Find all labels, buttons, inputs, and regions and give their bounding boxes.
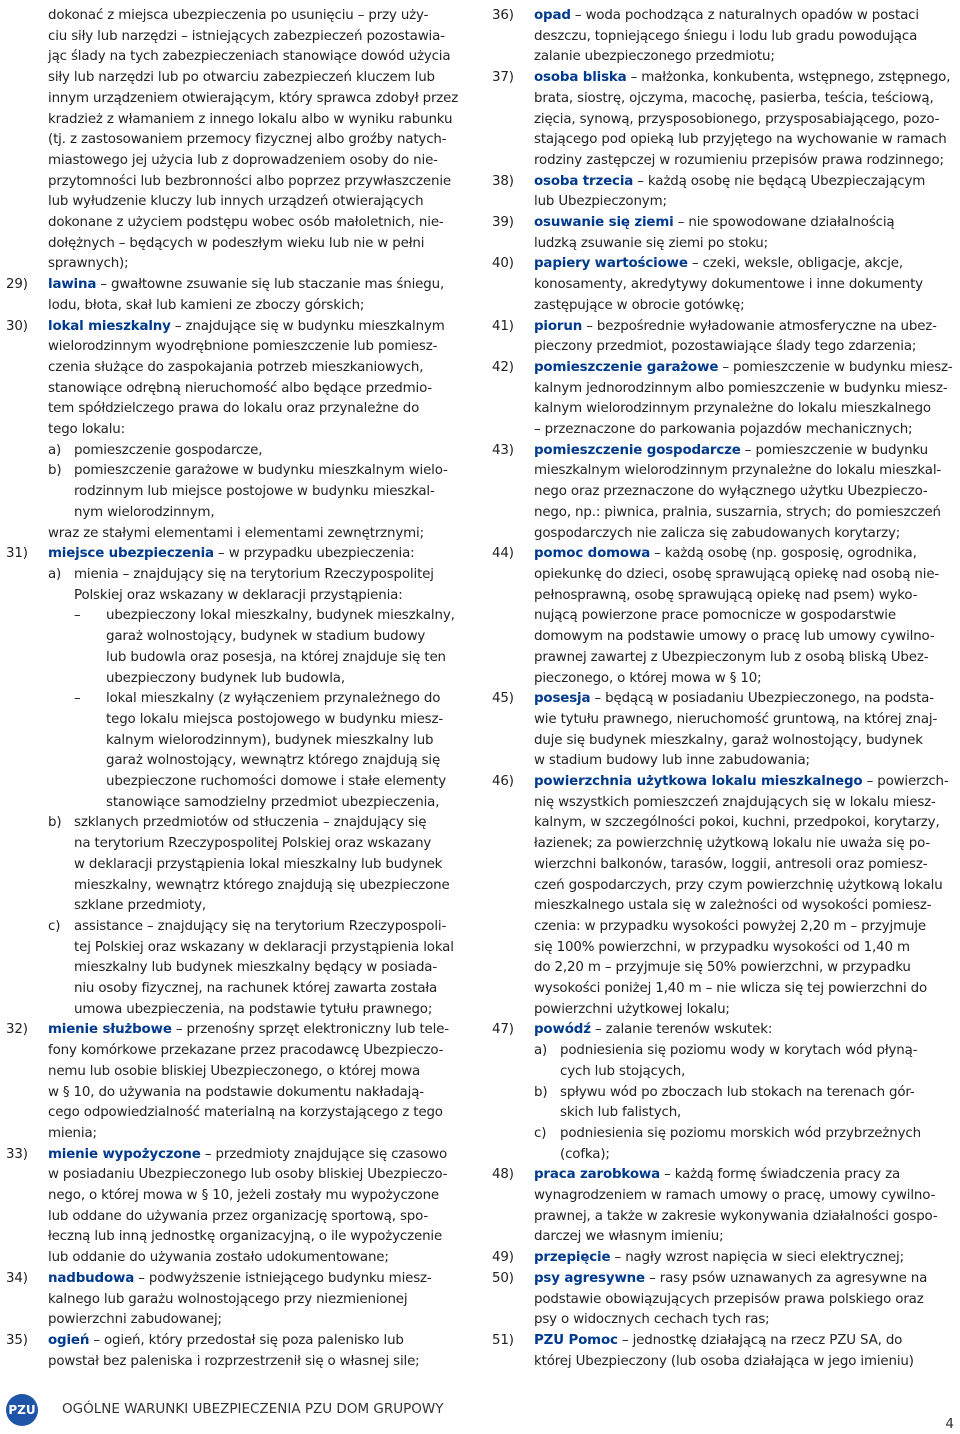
text-line: pieczony przedmiot, pozostawiające ślady tego zdarzenia; bbox=[534, 339, 917, 355]
definition-first-line bbox=[48, 1020, 472, 1041]
text-line: wierzchni balkonów, tarasów, loggii, antresoli oraz pomiesz- bbox=[534, 856, 928, 872]
text-line: wie tytułu prawnego, nieruchomość gruntową, na której znaj- bbox=[534, 711, 938, 727]
definition-first-line bbox=[534, 544, 956, 565]
subitem-c bbox=[48, 917, 472, 1021]
dash-item bbox=[48, 689, 472, 813]
text-line: wysokości poniżej 1,40 m – nie wlicza się tej powierzchni do bbox=[534, 981, 928, 997]
subitem-b bbox=[48, 461, 472, 523]
text-line: lub wyłudzenie kluczy lub innych urządzeń otwierających bbox=[48, 194, 424, 210]
definition-39 bbox=[492, 213, 956, 254]
text-line: szklanych przedmiotów od stłuczenia – znajdujący się bbox=[74, 815, 427, 831]
definition-number: 33) bbox=[6, 1146, 28, 1162]
text-line: nego, np.: piwnica, pralnia, suszarnia, strych; do pomieszczeń bbox=[534, 504, 941, 520]
definition-text: – pomieszczenie w budynku miesz- bbox=[718, 359, 953, 375]
definition-number: 44) bbox=[492, 546, 514, 562]
text-line: nego, o której mowa w § 10, jeżeli zostały mu wypożyczone bbox=[48, 1188, 439, 1204]
subitem-a bbox=[534, 1041, 956, 1082]
definition-term: osuwanie się ziemi bbox=[534, 215, 674, 231]
text-line: nującą powierzone prace pomocnicze w gospodarstwie bbox=[534, 608, 896, 624]
definition-first-line bbox=[534, 441, 956, 462]
text-line: pomieszczenie garażowe w budynku mieszkalnym wielo- bbox=[74, 463, 448, 479]
definition-43 bbox=[492, 441, 956, 545]
definition-first-line bbox=[534, 317, 956, 338]
definition-first-line bbox=[534, 1331, 956, 1352]
text-line: prawnej zawartej z Ubezpieczonym lub z osobą bliską Ubez- bbox=[534, 649, 929, 665]
definition-first-line bbox=[48, 1331, 472, 1352]
definition-first-line bbox=[48, 1145, 472, 1166]
definition-text: – czeki, weksle, obligacje, akcje, bbox=[687, 256, 903, 272]
definition-number: 41) bbox=[492, 318, 514, 334]
definition-number: 47) bbox=[492, 1022, 514, 1038]
definition-text: – każdą osobę (np. gosposię, ogrodnika, bbox=[650, 546, 917, 562]
definition-term: pomieszczenie garażowe bbox=[534, 359, 719, 375]
definition-term: nadbudowa bbox=[48, 1270, 135, 1286]
text-line: prawnej, a także w zakresie wykonywania działalności gospo- bbox=[534, 1208, 938, 1224]
text-line: domowym na podstawie umowy o pracę lub umowy cywilno- bbox=[534, 629, 935, 645]
definition-46 bbox=[492, 772, 956, 1020]
definition-term: lawina bbox=[48, 277, 97, 293]
text-line: pomieszczenie gospodarcze, bbox=[74, 442, 263, 458]
text-line: miastowego jej użycia lub z doprowadzeniem osoby do nie- bbox=[48, 152, 438, 168]
text-line: pełnosprawną, osobę sprawującą opiekę nad psem) wyko- bbox=[534, 587, 918, 603]
definition-term: praca zarobkowa bbox=[534, 1167, 660, 1183]
text-line: umowa ubezpieczenia, na podstawie tytułu prawnego; bbox=[74, 1001, 433, 1017]
definition-text: – powierzch- bbox=[862, 774, 949, 790]
definition-term: ogień bbox=[48, 1333, 90, 1348]
text-line: psy o widocznych cechach tych ras; bbox=[534, 1312, 770, 1328]
text-line: brata, siostrę, ojczyma, macochę, pasierba, teścia, teściową, bbox=[534, 90, 934, 106]
definition-number: 40) bbox=[492, 256, 514, 272]
page-number: 4 bbox=[945, 1416, 954, 1432]
text-line: mienia – znajdujący się na terytorium Rzeczypospolitej bbox=[74, 566, 434, 582]
subitem-letter: c) bbox=[534, 1125, 547, 1141]
definition-text: – przenośny sprzęt elektroniczny lub tele- bbox=[171, 1022, 449, 1038]
text-line: tem spółdzielczego prawa do lokalu oraz przynależne do bbox=[48, 401, 420, 417]
definition-first-line bbox=[534, 1165, 956, 1186]
dash-item bbox=[48, 606, 472, 689]
definition-number: 34) bbox=[6, 1270, 28, 1286]
definition-text: – każdą osobę nie będącą Ubezpieczającym bbox=[633, 173, 926, 189]
definition-number: 48) bbox=[492, 1167, 514, 1183]
definition-first-line bbox=[534, 254, 956, 275]
text-line: powstał bez paleniska i rozprzestrzenił się o własnej sile; bbox=[48, 1353, 420, 1369]
definition-41 bbox=[492, 317, 956, 358]
subitem-letter: b) bbox=[48, 463, 62, 479]
text-line: duje się budynek mieszkalny, garaż wolnostojący, budynek bbox=[534, 732, 923, 748]
subitem-a bbox=[48, 441, 472, 462]
definition-40 bbox=[492, 254, 956, 316]
definition-term: powierzchnia użytkowa lokalu mieszkalnego bbox=[534, 774, 863, 790]
definition-number: 50) bbox=[492, 1270, 514, 1286]
dash-marker: – bbox=[74, 691, 81, 707]
definition-48 bbox=[492, 1165, 956, 1248]
definition-33 bbox=[6, 1145, 472, 1269]
definition-term: PZU Pomoc bbox=[534, 1333, 618, 1348]
definition-45 bbox=[492, 689, 956, 772]
definition-text: – woda pochodząca z naturalnych opadów w postaci bbox=[570, 8, 919, 23]
text-line: mienia; bbox=[48, 1125, 97, 1141]
definition-term: mienie służbowe bbox=[48, 1022, 172, 1038]
text-line: lokal mieszkalny (z wyłączeniem przynależnego do bbox=[106, 691, 441, 707]
dash-marker: – bbox=[74, 608, 81, 624]
definition-44 bbox=[492, 544, 956, 689]
text-line: dokonane z użyciem podstępu wobec osób małoletnich, nie- bbox=[48, 215, 444, 231]
definition-term: piorun bbox=[534, 318, 583, 334]
text-line: stanowiące samodzielny przedmiot ubezpieczenia, bbox=[106, 794, 440, 810]
text-line: assistance – znajdujący się na terytorium Rzeczypospoli- bbox=[74, 918, 447, 934]
definition-term: osoba trzecia bbox=[534, 173, 634, 189]
definition-term: opad bbox=[534, 8, 571, 23]
definition-29 bbox=[6, 275, 472, 316]
text-line: jąc ślady na tych zabezpieczeniach stanowiące dowód użycia bbox=[48, 49, 451, 65]
definition-first-line bbox=[534, 213, 956, 234]
definition-term: papiery wartościowe bbox=[534, 256, 688, 272]
text-line: garaż wolnostojący, budynek w stadium budowy bbox=[106, 629, 426, 645]
definition-30 bbox=[6, 317, 472, 545]
continued-paragraph bbox=[48, 6, 472, 275]
text-line: kalnym jednorodzinnym albo pomieszczenie w budynku miesz- bbox=[534, 380, 948, 396]
definition-number: 31) bbox=[6, 546, 28, 562]
text-line: powierzchni użytkowej lokalu; bbox=[534, 1001, 730, 1017]
subitem-letter: a) bbox=[48, 442, 62, 458]
text-line: spływu wód po zboczach lub stokach na terenach gór- bbox=[560, 1084, 915, 1100]
text-line: – przeznaczone do parkowania pojazdów mechanicznych; bbox=[534, 422, 913, 438]
subitem-letter: b) bbox=[48, 815, 62, 831]
footer-title: OGÓLNE WARUNKI UBEZPIECZENIA PZU DOM GRUPOWY bbox=[62, 1401, 444, 1417]
definition-text: – nagły wzrost napięcia w sieci elektrycznej; bbox=[610, 1250, 904, 1266]
text-line: ubezpieczony lokal mieszkalny, budynek mieszkalny, bbox=[106, 608, 455, 624]
definition-text: – rasy psów uznawanych za agresywne na bbox=[645, 1270, 928, 1286]
definition-text: – ogień, który przedostał się poza palenisko lub bbox=[89, 1333, 404, 1348]
text-line: zalanie ubezpieczonego przedmiotu; bbox=[534, 49, 775, 65]
text-line: ciu siły lub narzędzi – istniejących zabezpieczeń pozostawia- bbox=[48, 28, 445, 44]
definition-text: – znajdujące się w budynku mieszkalnym bbox=[170, 318, 445, 334]
subitem-letter: b) bbox=[534, 1084, 548, 1100]
definition-text: – jednostkę działającą na rzecz PZU SA, do bbox=[617, 1333, 903, 1348]
text-line: deszczu, topniejącego śniegu i lodu lub gradu powodująca bbox=[534, 28, 918, 44]
definition-term: posesja bbox=[534, 691, 591, 707]
text-line: cych lub stojących, bbox=[560, 1063, 686, 1079]
subitem-b bbox=[48, 813, 472, 917]
definition-term: powódź bbox=[534, 1022, 591, 1038]
definition-first-line bbox=[534, 689, 956, 710]
definition-first-line bbox=[534, 772, 956, 793]
definition-number: 43) bbox=[492, 442, 514, 458]
text-line: nię wszystkich pomieszczeń znajdujących się w lokalu miesz- bbox=[534, 794, 936, 810]
text-line: mieszkalny lub budynek mieszkalny będący w posiada- bbox=[74, 960, 438, 976]
definition-36 bbox=[492, 6, 956, 68]
text-line: czeń gospodarczych, przy czym powierzchnię użytkową lokalu bbox=[534, 877, 943, 893]
text-line: zastępujące w obrocie gotówkę; bbox=[534, 297, 745, 313]
definition-first-line bbox=[48, 317, 472, 338]
text-line: cego odpowiedzialność materialną na korzystającego z tego bbox=[48, 1105, 443, 1121]
text-line: łeczną lub inną jednostkę organizacyjną, o ile wypożyczenie bbox=[48, 1229, 443, 1245]
text-line: w posiadaniu Ubezpieczonego lub osoby bliskiej Ubezpieczo- bbox=[48, 1167, 448, 1183]
definition-number: 29) bbox=[6, 277, 28, 293]
definition-number: 38) bbox=[492, 173, 514, 189]
definition-term: pomieszczenie gospodarcze bbox=[534, 442, 741, 458]
definition-first-line bbox=[534, 68, 956, 89]
text-line: Polskiej oraz wskazany w deklaracji przystąpienia: bbox=[74, 587, 403, 603]
text-line: kalnym wielorodzinnym przynależne do lokalu mieszkalnego bbox=[534, 401, 931, 417]
definition-49 bbox=[492, 1248, 956, 1269]
definition-number: 32) bbox=[6, 1022, 28, 1038]
page-footer bbox=[0, 1394, 960, 1434]
definition-text: – będącą w posiadaniu Ubezpieczonego, na podsta- bbox=[590, 691, 934, 707]
text-line: darczej we własnym imieniu; bbox=[534, 1229, 724, 1245]
definition-37 bbox=[492, 68, 956, 172]
definition-text: – bezpośrednie wyładowanie atmosferyczne na ubez- bbox=[582, 318, 937, 334]
text-line: ubezpieczone ruchomości domowe i stałe elementy bbox=[106, 774, 447, 790]
definition-first-line bbox=[534, 172, 956, 193]
definition-term: miejsce ubezpieczenia bbox=[48, 546, 214, 562]
text-line: nemu lub osobie bliskiej Ubezpieczonego, o której mowa bbox=[48, 1063, 421, 1079]
definition-32 bbox=[6, 1020, 472, 1144]
definition-number: 46) bbox=[492, 774, 514, 790]
text-line: lub budowla oraz posesja, na której znajduje się ten bbox=[106, 649, 446, 665]
text-line: się 100% powierzchni, w przypadku wysokości od 1,40 m bbox=[534, 939, 910, 955]
text-line: stającego pod opieką lub przyjętego na wychowanie w ramach bbox=[534, 132, 947, 148]
text-line: szklane przedmioty, bbox=[74, 898, 206, 914]
text-line: skich lub falistych, bbox=[560, 1105, 682, 1121]
text-line: ludzką zsuwanie się ziemi po stoku; bbox=[534, 235, 768, 251]
definition-47 bbox=[492, 1020, 956, 1165]
text-line: garaż wolnostojący, wewnątrz którego znajdują się bbox=[106, 753, 441, 769]
text-line: gospodarczych nie zalicza się zabudowanych korytarzy; bbox=[534, 525, 901, 541]
definition-35 bbox=[6, 1331, 472, 1372]
text-line: rodziny zastępczej w rozumieniu przepisów prawa rodzinnego; bbox=[534, 152, 944, 168]
text-line: podniesienia się poziomu morskich wód przybrzeżnych bbox=[560, 1125, 921, 1141]
subitem-letter: c) bbox=[48, 918, 61, 934]
text-line: dołężnych – będących w podeszłym wieku lub nie w pełni bbox=[48, 235, 425, 251]
text-line: kalnym, w szczególności pokoi, kuchni, przedpokoi, korytarzy, bbox=[534, 815, 940, 831]
text-line: kradzież z włamaniem z innego lokalu albo w wyniku rabunku bbox=[48, 111, 453, 127]
subitem-b bbox=[534, 1083, 956, 1124]
definition-text: – każdą formę świadczenia pracy za bbox=[659, 1167, 901, 1183]
text-line: nego oraz przeznaczone do wyłącznego użytku Ubezpieczo- bbox=[534, 484, 928, 500]
subitem-letter: a) bbox=[534, 1043, 548, 1059]
text-line: powierzchni zabudowanej; bbox=[48, 1312, 222, 1328]
text-line: tego lokalu: bbox=[48, 422, 125, 438]
definition-text: – podwyższenie istniejącego budynku miesz- bbox=[134, 1270, 432, 1286]
definition-term: osoba bliska bbox=[534, 70, 627, 86]
definition-number: 42) bbox=[492, 359, 514, 375]
text-line: fony komórkowe przekazane przez pracodawcę Ubezpieczo- bbox=[48, 1043, 444, 1059]
definition-first-line bbox=[534, 6, 956, 27]
definition-term: pomoc domowa bbox=[534, 546, 651, 562]
text-line: mieszkalnym wielorodzinnym przynależne do lokalu mieszkal- bbox=[534, 463, 942, 479]
text-line: innym urządzeniem otwierającym, który sprawca zdobył przez bbox=[48, 90, 459, 106]
text-line: lodu, błota, skał lub kamieni ze zboczy górskich; bbox=[48, 297, 365, 313]
text-line: w deklaracji przystąpienia lokal mieszkalny lub budynek bbox=[74, 856, 443, 872]
text-line: mieszkalny, wewnątrz którego znajdują się ubezpieczone bbox=[74, 877, 450, 893]
definition-first-line bbox=[48, 275, 472, 296]
text-line: dokonać z miejsca ubezpieczenia po usunięciu – przy uży- bbox=[48, 8, 429, 23]
definition-number: 51) bbox=[492, 1333, 514, 1348]
definition-tail: wraz ze stałymi elementami i elementami zewnętrznymi; bbox=[48, 525, 424, 541]
text-line: tej Polskiej oraz wskazany w deklaracji przystąpienia lokal bbox=[74, 939, 454, 955]
definition-term: psy agresywne bbox=[534, 1270, 645, 1286]
text-line: wynagrodzeniem w ramach umowy o pracę, umowy cywilno- bbox=[534, 1188, 936, 1204]
text-line: kalnym wielorodzinnym), budynek mieszkalny lub bbox=[106, 732, 434, 748]
text-line: na terytorium Rzeczypospolitej Polskiej oraz wskazany bbox=[74, 836, 432, 852]
definition-51 bbox=[492, 1331, 956, 1372]
definition-text: – zalanie terenów wskutek: bbox=[590, 1022, 773, 1038]
subitem-letter: a) bbox=[48, 566, 62, 582]
text-line: tego lokalu miejsca postojowego w budynku miesz- bbox=[106, 711, 444, 727]
text-line: do 2,20 m – przyjmuje się 50% powierzchni, w przypadku bbox=[534, 960, 911, 976]
definition-42 bbox=[492, 358, 956, 441]
definition-50 bbox=[492, 1269, 956, 1331]
text-line: podstawie obowiązujących przepisów prawa polskiego oraz bbox=[534, 1291, 924, 1307]
text-line: konosamenty, akredytywy dokumentowe i inne dokumenty bbox=[534, 277, 923, 293]
text-line: sprawnych); bbox=[48, 256, 129, 272]
pzu-logo-icon: PZU bbox=[6, 1394, 38, 1426]
definition-first-line bbox=[48, 544, 472, 565]
definition-number: 35) bbox=[6, 1333, 28, 1348]
text-line: pieczonego, o której mowa w § 10; bbox=[534, 670, 762, 686]
text-line: niu osoby fizycznej, na rachunek której zawarta została bbox=[74, 981, 438, 997]
definition-number: 49) bbox=[492, 1250, 514, 1266]
definition-34 bbox=[6, 1269, 472, 1331]
definition-term: przepięcie bbox=[534, 1250, 611, 1266]
subitem-c bbox=[534, 1124, 956, 1165]
definition-text: – przedmioty znajdujące się czasowo bbox=[200, 1146, 448, 1162]
left-column bbox=[6, 6, 472, 1372]
text-line: czenia służące do zaspokajania potrzeb mieszkaniowych, bbox=[48, 359, 424, 375]
definition-text: – gwałtowne zsuwanie się lub staczanie mas śniegu, bbox=[96, 277, 445, 293]
text-line: (tj. z zastosowaniem przemocy fizycznej albo groźby natych- bbox=[48, 132, 447, 148]
definition-number: 30) bbox=[6, 318, 28, 334]
text-line: w § 10, do używania na podstawie dokumentu nakładają- bbox=[48, 1084, 424, 1100]
text-line: lub Ubezpieczonym; bbox=[534, 194, 667, 210]
definition-number: 45) bbox=[492, 691, 514, 707]
definition-first-line bbox=[534, 1020, 956, 1041]
definition-text: – pomieszczenie w budynku bbox=[740, 442, 928, 458]
text-line: podniesienia się poziomu wody w korytach wód płyną- bbox=[560, 1043, 918, 1059]
text-line: nym wielorodzinnym, bbox=[74, 504, 215, 520]
definition-number: 39) bbox=[492, 215, 514, 231]
text-line: czenia: w przypadku wysokości powyżej 2,20 m – przyjmuje bbox=[534, 918, 927, 934]
definition-first-line bbox=[534, 1269, 956, 1290]
right-column bbox=[492, 6, 956, 1372]
text-line: której Ubezpieczony (lub osoba działająca w jego imieniu) bbox=[534, 1353, 914, 1369]
text-line: (cofka); bbox=[560, 1146, 610, 1162]
definition-term: lokal mieszkalny bbox=[48, 318, 171, 334]
text-line: opiekunkę do dzieci, osobę sprawującą opiekę nad osobą nie- bbox=[534, 566, 940, 582]
definition-31 bbox=[6, 544, 472, 1020]
definition-38 bbox=[492, 172, 956, 213]
text-line: wielorodzinnym wyodrębnione pomieszczenie lub pomiesz- bbox=[48, 339, 438, 355]
definition-text: – małżonka, konkubenta, wstępnego, zstępnego, bbox=[626, 70, 951, 86]
definition-first-line bbox=[534, 358, 956, 379]
text-line: przytomności lub bezbronności albo poprzez przywłaszczenie bbox=[48, 173, 451, 189]
text-line: lub oddane do używania przez organizację sportową, spo- bbox=[48, 1208, 429, 1224]
text-line: w stadium budowy lub inne zabudowania; bbox=[534, 753, 810, 769]
text-line: lub oddanie do używania zostało udokumentowane; bbox=[48, 1250, 389, 1266]
text-line: kalnego lub garażu wolnostojącego przy niezmienionej bbox=[48, 1291, 408, 1307]
definition-text: – nie spowodowane działalnością bbox=[673, 215, 895, 231]
text-line: mieszkalnego ustala się w zależności od wysokości pomiesz- bbox=[534, 898, 932, 914]
text-line: stanowiące odrębną nieruchomość albo będące przedmio- bbox=[48, 380, 433, 396]
text-line: zięcia, synową, przysposobionego, przysposabiającego, pozo- bbox=[534, 111, 940, 127]
definition-text: – w przypadku ubezpieczenia: bbox=[213, 546, 415, 562]
definition-number: 36) bbox=[492, 8, 514, 23]
text-line: łazienek; za powierzchnię użytkową lokalu nie uważa się po- bbox=[534, 836, 931, 852]
text-line: ubezpieczony budynek lub budowla, bbox=[106, 670, 345, 686]
subitem-a bbox=[48, 565, 472, 606]
definition-number: 37) bbox=[492, 70, 514, 86]
definition-first-line bbox=[534, 1248, 956, 1269]
definition-first-line bbox=[48, 1269, 472, 1290]
definition-term: mienie wypożyczone bbox=[48, 1146, 201, 1162]
text-line: rodzinnym lub miejsce postojowe w budynku mieszkal- bbox=[74, 484, 435, 500]
text-line: siły lub narzędzi lub po otwarciu zabezpieczeń kluczem lub bbox=[48, 70, 435, 86]
